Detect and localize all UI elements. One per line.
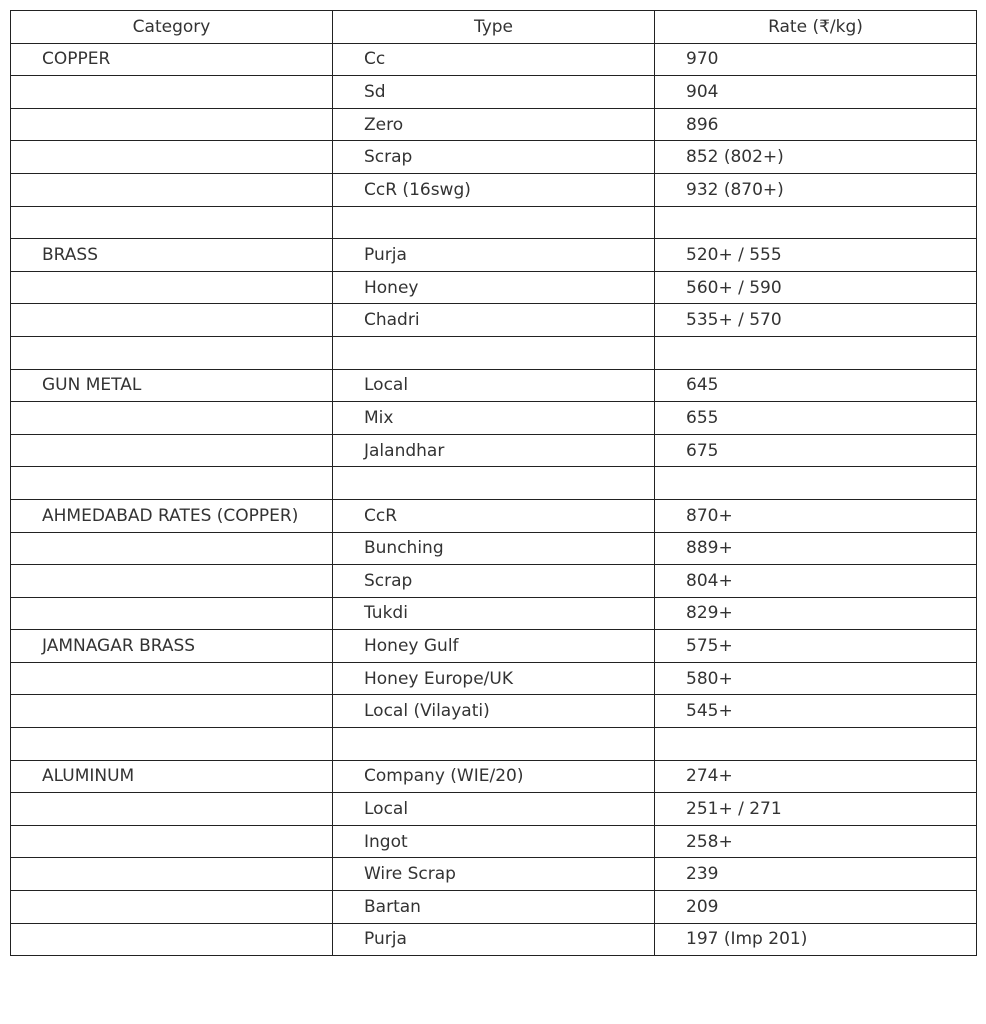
table-row <box>11 141 977 174</box>
category-cell <box>11 271 333 304</box>
category-cell <box>11 402 333 435</box>
type-cell <box>333 336 655 369</box>
rate-cell: 904 <box>655 76 977 109</box>
category-cell <box>11 728 333 761</box>
category-cell <box>11 206 333 239</box>
rate-cell: 274+ <box>655 760 977 793</box>
rate-cell: 580+ <box>655 662 977 695</box>
category-cell <box>11 467 333 500</box>
rate-cell: 829+ <box>655 597 977 630</box>
type-cell: Mix <box>333 402 655 435</box>
category-cell <box>11 923 333 956</box>
rate-cell: 197 (Imp 201) <box>655 923 977 956</box>
rate-cell: 804+ <box>655 565 977 598</box>
table-row <box>11 206 977 239</box>
table-row <box>11 434 977 467</box>
table-row <box>11 336 977 369</box>
rate-cell: 545+ <box>655 695 977 728</box>
type-cell: Wire Scrap <box>333 858 655 891</box>
header-type: Type <box>333 11 655 44</box>
type-cell: Scrap <box>333 565 655 598</box>
rate-cell: 655 <box>655 402 977 435</box>
type-cell: CcR <box>333 499 655 532</box>
type-cell: Bartan <box>333 891 655 924</box>
rate-cell: 852 (802+) <box>655 141 977 174</box>
type-cell <box>333 728 655 761</box>
rate-cell: 896 <box>655 108 977 141</box>
header-row <box>11 11 977 44</box>
rate-cell <box>655 467 977 500</box>
table-row <box>11 662 977 695</box>
type-cell <box>333 467 655 500</box>
category-cell <box>11 891 333 924</box>
type-cell: Honey Gulf <box>333 630 655 663</box>
table-row <box>11 402 977 435</box>
table-row <box>11 825 977 858</box>
category-cell <box>11 141 333 174</box>
category-cell <box>11 76 333 109</box>
table-row <box>11 760 977 793</box>
type-cell: Company (WIE/20) <box>333 760 655 793</box>
table-row <box>11 532 977 565</box>
type-cell: Honey Europe/UK <box>333 662 655 695</box>
table-row <box>11 43 977 76</box>
rate-cell: 258+ <box>655 825 977 858</box>
type-cell: Scrap <box>333 141 655 174</box>
table-row <box>11 858 977 891</box>
table-row <box>11 793 977 826</box>
rate-cell: 870+ <box>655 499 977 532</box>
rate-cell <box>655 336 977 369</box>
category-cell <box>11 597 333 630</box>
table-row <box>11 467 977 500</box>
table-row <box>11 271 977 304</box>
category-cell: GUN METAL <box>11 369 333 402</box>
category-cell: ALUMINUM <box>11 760 333 793</box>
type-cell: Local <box>333 793 655 826</box>
type-cell: Local <box>333 369 655 402</box>
rate-cell: 932 (870+) <box>655 173 977 206</box>
rate-cell: 560+ / 590 <box>655 271 977 304</box>
table-row <box>11 923 977 956</box>
table-header <box>11 11 977 44</box>
type-cell: Ingot <box>333 825 655 858</box>
table-row <box>11 630 977 663</box>
category-cell <box>11 565 333 598</box>
type-cell: Purja <box>333 239 655 272</box>
rate-cell: 251+ / 271 <box>655 793 977 826</box>
table-row <box>11 369 977 402</box>
table-row <box>11 565 977 598</box>
category-cell <box>11 793 333 826</box>
type-cell: CcR (16swg) <box>333 173 655 206</box>
type-cell: Cc <box>333 43 655 76</box>
category-cell <box>11 695 333 728</box>
type-cell: Bunching <box>333 532 655 565</box>
rate-cell <box>655 728 977 761</box>
category-cell <box>11 304 333 337</box>
category-cell: JAMNAGAR BRASS <box>11 630 333 663</box>
category-cell <box>11 108 333 141</box>
rate-cell: 675 <box>655 434 977 467</box>
type-cell <box>333 206 655 239</box>
table-row <box>11 597 977 630</box>
type-cell: Jalandhar <box>333 434 655 467</box>
rate-cell: 209 <box>655 891 977 924</box>
table-row <box>11 304 977 337</box>
table-body <box>11 43 977 956</box>
table-row <box>11 239 977 272</box>
category-cell <box>11 662 333 695</box>
rate-cell: 535+ / 570 <box>655 304 977 337</box>
rate-cell: 239 <box>655 858 977 891</box>
type-cell: Local (Vilayati) <box>333 695 655 728</box>
table-row <box>11 891 977 924</box>
category-cell: AHMEDABAD RATES (COPPER) <box>11 499 333 532</box>
header-category: Category <box>11 11 333 44</box>
type-cell: Purja <box>333 923 655 956</box>
rate-cell: 889+ <box>655 532 977 565</box>
type-cell: Tukdi <box>333 597 655 630</box>
rate-cell: 970 <box>655 43 977 76</box>
category-cell <box>11 173 333 206</box>
category-cell <box>11 532 333 565</box>
type-cell: Sd <box>333 76 655 109</box>
category-cell: COPPER <box>11 43 333 76</box>
category-cell: BRASS <box>11 239 333 272</box>
table-row <box>11 108 977 141</box>
category-cell <box>11 434 333 467</box>
table-row <box>11 499 977 532</box>
table-row <box>11 728 977 761</box>
type-cell: Honey <box>333 271 655 304</box>
rate-cell: 575+ <box>655 630 977 663</box>
table-row <box>11 173 977 206</box>
metal-rates-table <box>10 10 977 956</box>
category-cell <box>11 858 333 891</box>
table-row <box>11 695 977 728</box>
header-rate: Rate (₹/kg) <box>655 11 977 44</box>
rate-cell: 520+ / 555 <box>655 239 977 272</box>
type-cell: Chadri <box>333 304 655 337</box>
rate-cell: 645 <box>655 369 977 402</box>
type-cell: Zero <box>333 108 655 141</box>
rate-cell <box>655 206 977 239</box>
category-cell <box>11 825 333 858</box>
category-cell <box>11 336 333 369</box>
table-row <box>11 76 977 109</box>
